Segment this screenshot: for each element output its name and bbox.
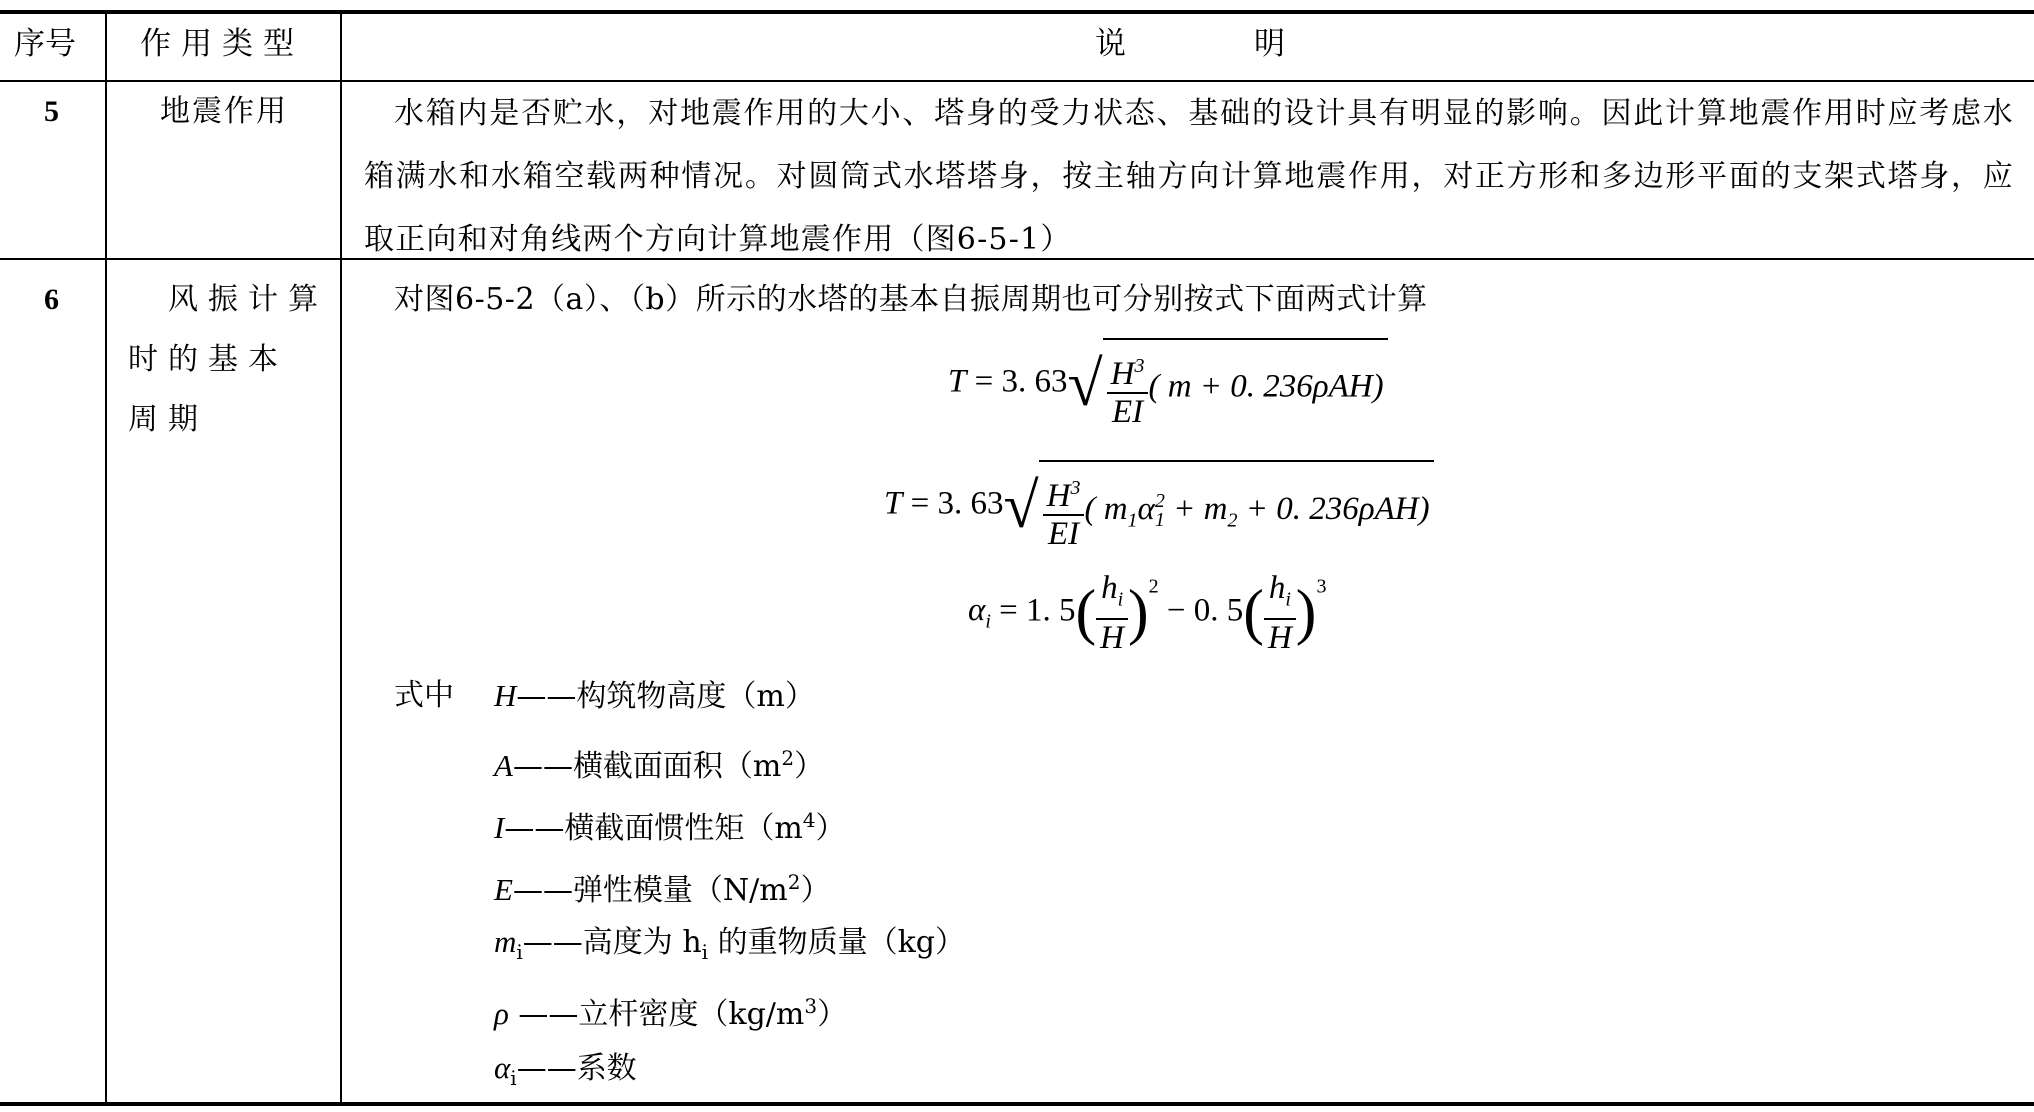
- legend-item-mi: $m_i——$高度为 $h_i$ 的重物质量（kg）: [494, 924, 965, 964]
- eq2-fraction: $\frac{H^3}{EI}$: [1043, 470, 1085, 552]
- table-top-rule: [0, 10, 2034, 14]
- legend-prefix: 式中: [394, 678, 454, 713]
- eq3-coef1: = 1. 5: [999, 592, 1076, 629]
- eq2-coef: = 3. 63: [910, 485, 1004, 522]
- table-bottom-rule: [0, 1102, 2034, 1106]
- eq2-radicand: [1039, 460, 1434, 552]
- eq3-lhs: $\alpha_i$: [968, 592, 991, 633]
- col-divider-1: [105, 12, 107, 1104]
- eq3-coef2: − 0. 5: [1166, 592, 1244, 629]
- legend-item-A: A——横截面面积$(m^2)$: [494, 746, 825, 784]
- legend-item-H: H——构筑物高度（m）: [494, 678, 815, 714]
- legend-item-alpha: $\alpha_i——$系数: [494, 1050, 637, 1090]
- row5-description: 水箱内是否贮水，对地震作用的大小、塔身的受力状态、基础的设计具有明显的影响。因此计算地震作用时应考虑水箱满水和水箱空载两种情况。对圆筒式水塔塔身，按主轴方向计算地震作用，对正方形和多边形平面的支架式塔身，应取正向和对角线两个方向计算地震作用（图6-5-1）: [364, 96, 2014, 257]
- row6-type-line1: 风振计算: [168, 282, 328, 317]
- row5-type: 地震作用: [160, 94, 288, 129]
- row6-type-line2: 时的基本: [128, 342, 288, 377]
- equation-period-2: [884, 460, 1434, 552]
- row6-type-line3: 周期: [128, 402, 208, 437]
- eq1-coef: = 3. 63: [974, 363, 1068, 400]
- header-desc-1: 说: [1095, 26, 1126, 62]
- eq1-radicand: [1103, 338, 1388, 430]
- header-type: 作用类型: [140, 26, 304, 62]
- legend-item-E: E——弹性模量$(N/m^2)$: [494, 870, 831, 908]
- eq1-lhs: T: [948, 363, 967, 400]
- sqrt-icon: √: [1067, 348, 1103, 419]
- sqrt-icon: √: [1003, 470, 1039, 541]
- eq3-fraction-1: $\frac{h_i}{H}$: [1096, 570, 1128, 656]
- eq1-rest: ( m + 0. 236ρAH): [1148, 368, 1384, 405]
- equation-period-1: [948, 338, 1388, 430]
- eq3-fraction-2: $\frac{h_i}{H}$: [1264, 570, 1296, 656]
- header-desc-2: 明: [1254, 26, 1285, 62]
- eq2-lhs: T: [884, 485, 903, 522]
- row6-intro: 对图6-5-2（a）、（b）所示的水塔的基本自振周期也可分别按式下面两式计算: [394, 282, 1428, 317]
- row5-no: 5: [44, 95, 59, 128]
- row6-no: 6: [44, 283, 59, 316]
- col-divider-2: [340, 12, 342, 1104]
- equation-alpha: $\alpha_i = 1$. 5( $\frac{h_i}{H}$ )$^2$ − 0. 5( $\frac{h_i}{H}$ )$^3$: [968, 570, 1327, 656]
- legend-item-I: I——横截面惯性矩$(m^4)$: [494, 808, 846, 846]
- header-no: 序号: [14, 26, 76, 62]
- legend-item-rho: ρ ——立杆密度$(kg/m^3)$: [494, 994, 848, 1032]
- eq2-rest: ( $m_1\alpha^2_1 + m_2 + 0$. 236ρAH): [1084, 489, 1430, 532]
- eq1-fraction: $\frac{H^3}{EI}$: [1107, 348, 1149, 430]
